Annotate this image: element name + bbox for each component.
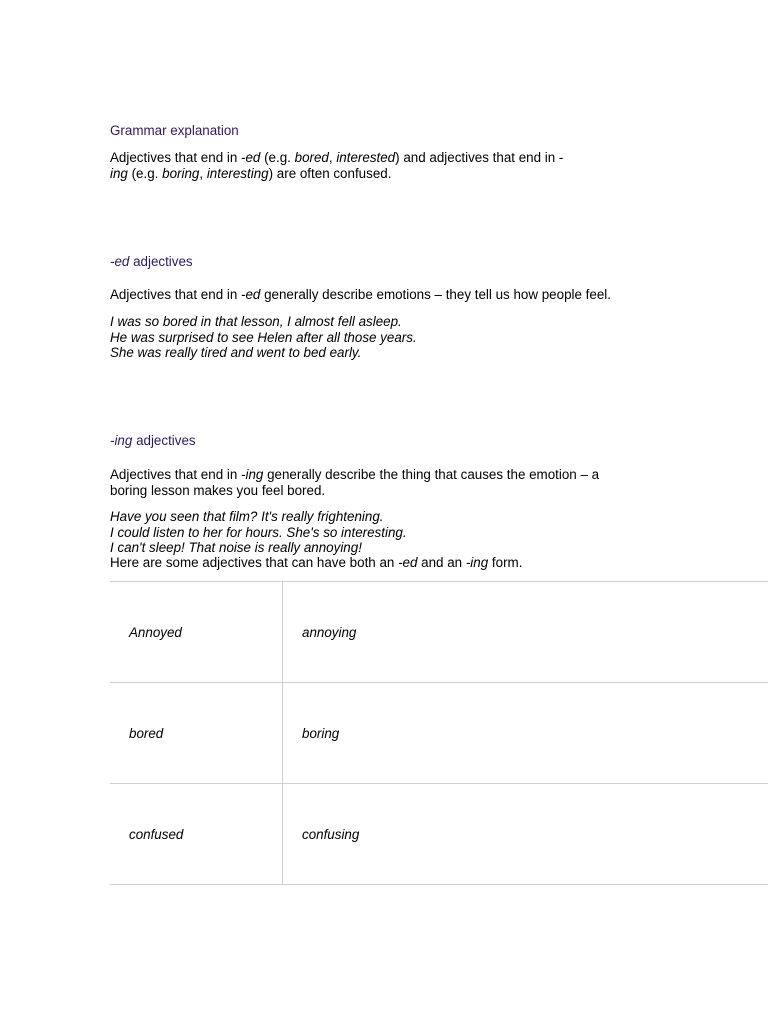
text-run: adjectives <box>132 433 196 448</box>
text-run: adjectives <box>129 254 193 269</box>
grammar-explanation-heading: Grammar explanation <box>110 123 239 138</box>
table-row <box>110 784 768 885</box>
ing-description-line-1 <box>110 467 599 483</box>
example-sentence: I could listen to her for hours. She's so interesting. <box>110 524 407 540</box>
text-run: ) and adjectives that end in - <box>395 150 564 165</box>
ed-examples <box>110 314 417 361</box>
text-run: Adjectives that end in <box>110 287 242 302</box>
italic-run: -ing <box>241 467 264 482</box>
ed-description <box>110 287 611 303</box>
italic-run: -ed <box>110 254 130 269</box>
ed-form-cell: confused <box>110 784 283 884</box>
table-row <box>110 582 768 683</box>
intro-paragraph <box>110 150 563 181</box>
ing-description-line-2: boring lesson makes you feel bored. <box>110 482 326 498</box>
example-sentence: I was so bored in that lesson, I almost fell asleep. <box>110 314 402 329</box>
text-run: generally describe emotions – they tell us how people feel. <box>260 287 611 302</box>
text-run: ) are often confused. <box>268 165 392 181</box>
text-run: , <box>199 165 207 181</box>
text-run: Here are some adjectives that can have both an <box>110 555 399 570</box>
italic-run: interesting <box>206 165 269 181</box>
ing-examples <box>110 509 407 556</box>
italic-run: -ing <box>110 433 133 448</box>
italic-run: -ing <box>465 555 489 570</box>
text-run: form. <box>488 555 523 570</box>
ed-form-cell: Annoyed <box>110 582 283 682</box>
text-run: and an <box>417 555 466 570</box>
italic-run: boring <box>162 165 200 181</box>
text-run: , <box>328 150 337 165</box>
text-run: (e.g. <box>260 150 295 165</box>
text-run: Adjectives that end in <box>110 467 242 482</box>
example-sentence: She was really tired and went to bed early. <box>110 345 362 360</box>
example-sentence: I can't sleep! That noise is really annoying! <box>110 540 362 555</box>
italic-run: -ed <box>398 555 418 570</box>
ed-form-cell: bored <box>110 683 283 783</box>
both-forms-intro <box>110 555 522 571</box>
text-run: Adjectives that end in <box>110 150 242 165</box>
ing-form-cell: boring <box>302 725 340 741</box>
text-run: (e.g. <box>127 165 163 181</box>
ing-description <box>110 467 599 498</box>
ing-form-cell: confusing <box>302 826 360 842</box>
italic-run: -ed <box>241 287 261 302</box>
table-row <box>110 683 768 784</box>
intro-line-2 <box>110 166 563 182</box>
intro-line-1 <box>110 150 563 166</box>
italic-run: -ed <box>241 150 261 165</box>
italic-run: ing <box>110 165 128 181</box>
example-sentence: He was surprised to see Helen after all those years. <box>110 329 417 345</box>
example-sentence: Have you seen that film? It's really frightening. <box>110 509 384 524</box>
ed-adjectives-heading <box>110 254 193 270</box>
ing-form-cell: annoying <box>302 624 357 640</box>
text-run: generally describe the thing that causes the emotion – a <box>263 467 600 482</box>
italic-run: bored <box>294 150 329 165</box>
adjectives-table <box>110 581 768 885</box>
italic-run: interested <box>336 150 396 165</box>
ing-adjectives-heading <box>110 433 196 449</box>
